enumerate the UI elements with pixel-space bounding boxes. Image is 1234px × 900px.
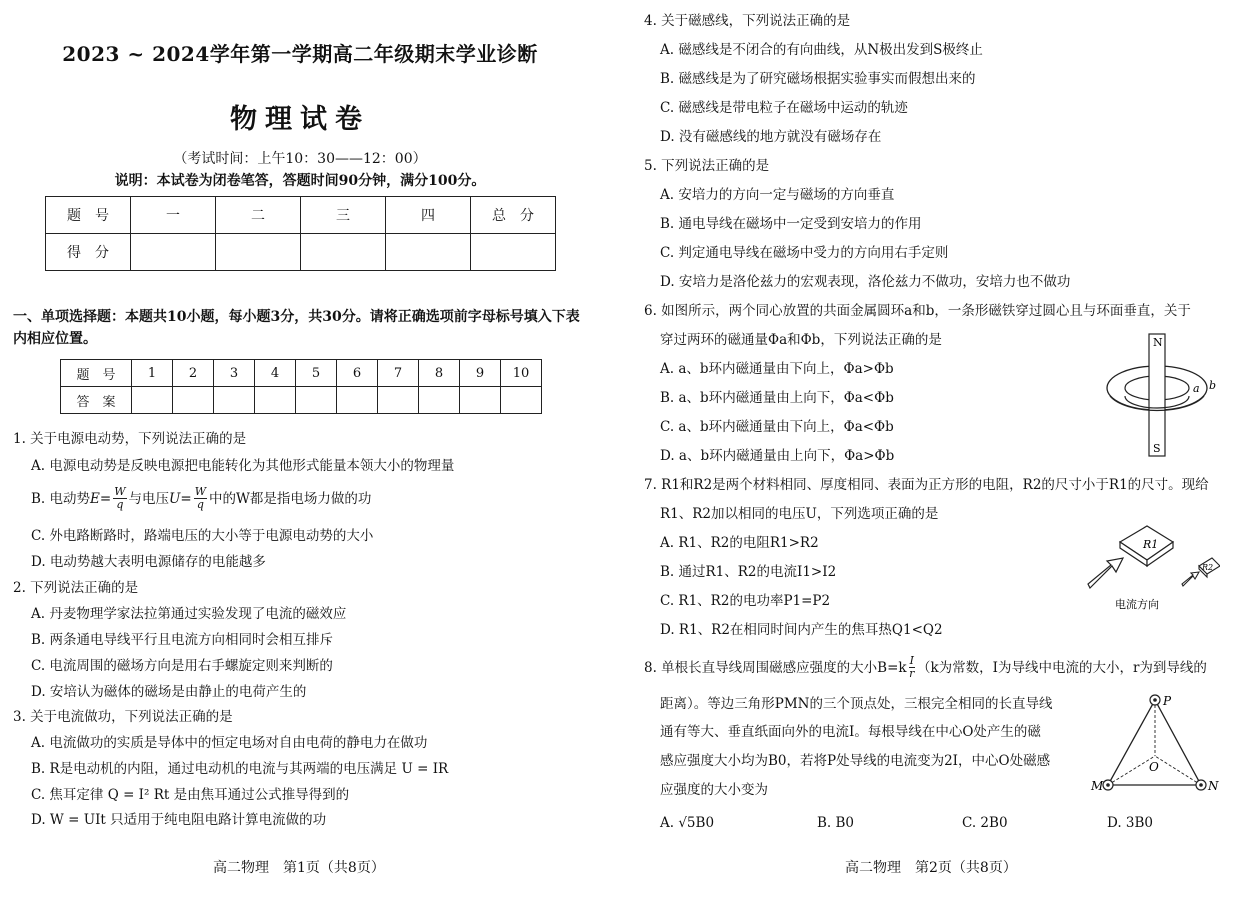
right-page: [617, 0, 1234, 900]
figure-caption: 电流方向: [1115, 598, 1159, 611]
question-8-stem-line-4: 感应强度大小均为B0，若将P处导线的电流变为2I，中心O处磁感: [660, 753, 1051, 769]
option-text: B. 电动势: [31, 490, 91, 507]
question-8-stem-line-5: 应强度的大小变为: [660, 782, 768, 798]
fraction-numerator: W: [194, 485, 207, 498]
score-cell: 题 号: [46, 197, 131, 234]
exam-note: 说明：本试卷为闭卷笔答，答题时间90分钟，满分100分。: [114, 173, 486, 189]
stem-text: （k为常数，I为导线中电流的大小，r为到导线的: [916, 659, 1207, 676]
score-cell[interactable]: [301, 234, 386, 271]
question-8-stem-line-3: 通有等大、垂直纸面向外的电流I。每根导线在中心O处产生的磁: [660, 724, 1041, 740]
answer-cell[interactable]: [255, 387, 296, 414]
question-8-option-a: A. √5B0: [660, 815, 715, 831]
score-cell: 二: [216, 197, 301, 234]
option-text: 与电压: [128, 490, 169, 507]
answer-cell: 1: [132, 360, 173, 387]
wire-m-dot: [1106, 783, 1110, 787]
score-table-header-row: [46, 197, 556, 234]
question-5-option-d: D. 安培力是洛伦兹力的宏观表现，洛伦兹力不做功，安培力也不做功: [660, 274, 1071, 290]
answer-cell[interactable]: [337, 387, 378, 414]
resistor-r1-label: R1: [1143, 538, 1159, 551]
median-m: [1108, 756, 1155, 785]
magnet-north-label: N: [1153, 336, 1163, 349]
wire-n-dot: [1199, 783, 1203, 787]
answer-cell: 9: [460, 360, 501, 387]
question-3-option-b: B. R是电动机的内阻，通过电动机的电流与其两端的电压满足 U = IR: [31, 761, 449, 777]
question-4-stem: 4. 关于磁感线，下列说法正确的是: [644, 13, 851, 29]
question-3-option-d: D. W = UIt 只适用于纯电阻电路计算电流做的功: [31, 812, 327, 828]
question-7-stem-line-2: R1、R2加以相同的电压U，下列选项正确的是: [660, 506, 939, 522]
fraction: [113, 486, 126, 511]
ring-b-label: b: [1209, 379, 1217, 392]
score-table-value-row: [46, 234, 556, 271]
triangle-figure: [1087, 690, 1222, 800]
section-heading: 一、单项选择题：本题共10小题，每小题3分，共30分。请将正确选项前字母标号填入下表内相应位置。: [13, 309, 580, 347]
question-6-stem-line-1: 6. 如图所示，两个同心放置的共面金属圆环a和b，一条形磁铁穿过圆心且与环面垂直，关于: [644, 303, 1191, 319]
median-n: [1155, 756, 1201, 785]
answer-cell: 10: [501, 360, 542, 387]
vertex-m-label: M: [1091, 779, 1104, 793]
question-2-option-a: A. 丹麦物理学家法拉第通过实验发现了电流的磁效应: [31, 606, 347, 622]
exam-time: （考试时间：上午10：30——12：00）: [173, 151, 427, 167]
question-6-stem-line-2: 穿过两环的磁通量Φa和Φb，下列说法正确的是: [660, 332, 942, 348]
question-5-stem: 5. 下列说法正确的是: [644, 158, 770, 174]
answer-cell: 题 号: [61, 360, 132, 387]
answer-cell[interactable]: [460, 387, 501, 414]
question-5-option-a: A. 安培力的方向一定与磁场的方向垂直: [660, 187, 895, 203]
answer-cell[interactable]: [501, 387, 542, 414]
fraction-numerator: I: [909, 654, 914, 667]
answer-cell: 答 案: [61, 387, 132, 414]
question-7-option-b: B. 通过R1、R2的电流I1>I2: [660, 564, 837, 580]
question-3-option-c: C. 焦耳定律 Q = I² Rt 是由焦耳通过公式推导得到的: [31, 787, 350, 803]
bar-magnet: [1149, 334, 1165, 456]
fraction: [909, 655, 915, 680]
answer-cell[interactable]: [296, 387, 337, 414]
question-6-option-d: D. a、b环内磁通量由上向下，Φa>Φb: [660, 448, 895, 464]
question-2-option-b: B. 两条通电导线平行且电流方向相同时会相互排斥: [31, 632, 334, 648]
question-8-stem-line-2: 距离）。等边三角形PMN的三个顶点处，三根完全相同的长直导线: [660, 696, 1053, 712]
page-footer: 高二物理 第1页（共8页）: [213, 860, 385, 876]
score-cell: 三: [301, 197, 386, 234]
question-8-option-b: B. B0: [817, 815, 855, 831]
math-symbol: E: [90, 490, 100, 507]
answer-cell: 8: [419, 360, 460, 387]
option-text: 中的W都是指电场力做的功: [209, 490, 372, 507]
answer-cell: 3: [214, 360, 255, 387]
answer-cell: 7: [378, 360, 419, 387]
answer-table: [60, 359, 542, 414]
page-footer: 高二物理 第2页（共8页）: [845, 860, 1017, 876]
question-8-option-d: D. 3B0: [1107, 815, 1154, 831]
answer-cell[interactable]: [378, 387, 419, 414]
resistors-figure: [1085, 520, 1220, 615]
magnet-south-label: S: [1153, 442, 1161, 455]
score-cell: 总 分: [471, 197, 556, 234]
vertex-p-label: P: [1163, 694, 1172, 708]
magnet-rings-figure: [1105, 330, 1217, 460]
question-1-option-d: D. 电动势越大表明电源储存的电能越多: [31, 554, 266, 570]
question-8-option-c: C. 2B0: [962, 815, 1008, 831]
score-cell[interactable]: [131, 234, 216, 271]
score-cell[interactable]: [216, 234, 301, 271]
question-6-option-b: B. a、b环内磁通量由上向下，Φa<Φb: [660, 390, 894, 406]
score-cell[interactable]: [386, 234, 471, 271]
question-8-stem-line-1: [644, 655, 1207, 680]
question-2-option-d: D. 安培认为磁体的磁场是由静止的电荷产生的: [31, 684, 307, 700]
question-5-option-c: C. 判定通电导线在磁场中受力的方向用右手定则: [660, 245, 949, 261]
question-7-option-d: D. R1、R2在相同时间内产生的焦耳热Q1<Q2: [660, 622, 943, 638]
wire-p-dot: [1153, 698, 1157, 702]
answer-table-value-row: [61, 387, 542, 414]
question-2-option-c: C. 电流周围的磁场方向是用右手螺旋定则来判断的: [31, 658, 333, 674]
answer-cell[interactable]: [214, 387, 255, 414]
current-arrow-small: [1182, 572, 1199, 586]
answer-cell: 5: [296, 360, 337, 387]
ring-a-label: a: [1193, 382, 1200, 395]
question-1-option-c: C. 外电路断路时，路端电压的大小等于电源电动势的大小: [31, 528, 374, 544]
question-1-stem: 1. 关于电源电动势，下列说法正确的是: [13, 431, 247, 447]
exam-title: 2023 ~ 2024学年第一学期高二年级期末学业诊断: [62, 42, 538, 66]
vertex-n-label: N: [1208, 779, 1219, 793]
option-text: =: [180, 490, 192, 507]
answer-cell: 6: [337, 360, 378, 387]
question-7-option-c: C. R1、R2的电功率P1=P2: [660, 593, 831, 609]
score-cell[interactable]: [471, 234, 556, 271]
subject-title: 物理试卷: [230, 104, 370, 135]
center-o-label: O: [1149, 760, 1159, 774]
answer-cell: 4: [255, 360, 296, 387]
answer-cell[interactable]: [419, 387, 460, 414]
score-table: [45, 196, 556, 271]
option-text: =: [99, 490, 112, 507]
stem-text: 8. 单根长直导线周围磁感应强度的大小B=k: [644, 659, 907, 676]
fraction: [194, 486, 207, 511]
answer-cell: 2: [173, 360, 214, 387]
answer-cell[interactable]: [132, 387, 173, 414]
question-6-option-c: C. a、b环内磁通量由下向上，Φa<Φb: [660, 419, 894, 435]
fraction-denominator: r: [909, 667, 915, 680]
question-1-option-a: A. 电源电动势是反映电源把电能转化为其他形式能量本领大小的物理量: [31, 458, 455, 474]
question-3-stem: 3. 关于电流做功，下列说法正确的是: [13, 709, 233, 725]
answer-table-header-row: [61, 360, 542, 387]
question-7-stem-line-1: 7. R1和R2是两个材料相同、厚度相同、表面为正方形的电阻，R2的尺寸小于R1的尺寸。现给: [644, 477, 1209, 493]
fraction-numerator: W: [114, 485, 126, 498]
question-3-option-a: A. 电流做功的实质是导体中的恒定电场对自由电荷的静电力在做功: [31, 735, 428, 751]
resistor-r2-label: R2: [1202, 563, 1214, 572]
question-1-option-b: [31, 486, 371, 511]
score-cell: 一: [131, 197, 216, 234]
question-4-option-d: D. 没有磁感线的地方就没有磁场存在: [660, 129, 882, 145]
answer-cell[interactable]: [173, 387, 214, 414]
question-5-option-b: B. 通电导线在磁场中一定受到安培力的作用: [660, 216, 922, 232]
question-4-option-a: A. 磁感线是不闭合的有向曲线，从N极出发到S极终止: [660, 42, 983, 58]
question-7-option-a: A. R1、R2的电阻R1>R2: [660, 535, 819, 551]
fraction-denominator: q: [116, 498, 124, 511]
fraction-denominator: q: [196, 498, 204, 511]
score-cell: 得 分: [46, 234, 131, 271]
score-cell: 四: [386, 197, 471, 234]
math-symbol: U: [169, 490, 181, 507]
question-4-option-b: B. 磁感线是为了研究磁场根据实验事实而假想出来的: [660, 71, 976, 87]
question-6-option-a: A. a、b环内磁通量由下向上，Φa>Φb: [660, 361, 894, 377]
current-arrow-large: [1088, 558, 1123, 588]
question-4-option-c: C. 磁感线是带电粒子在磁场中运动的轨迹: [660, 100, 908, 116]
question-2-stem: 2. 下列说法正确的是: [13, 580, 139, 596]
